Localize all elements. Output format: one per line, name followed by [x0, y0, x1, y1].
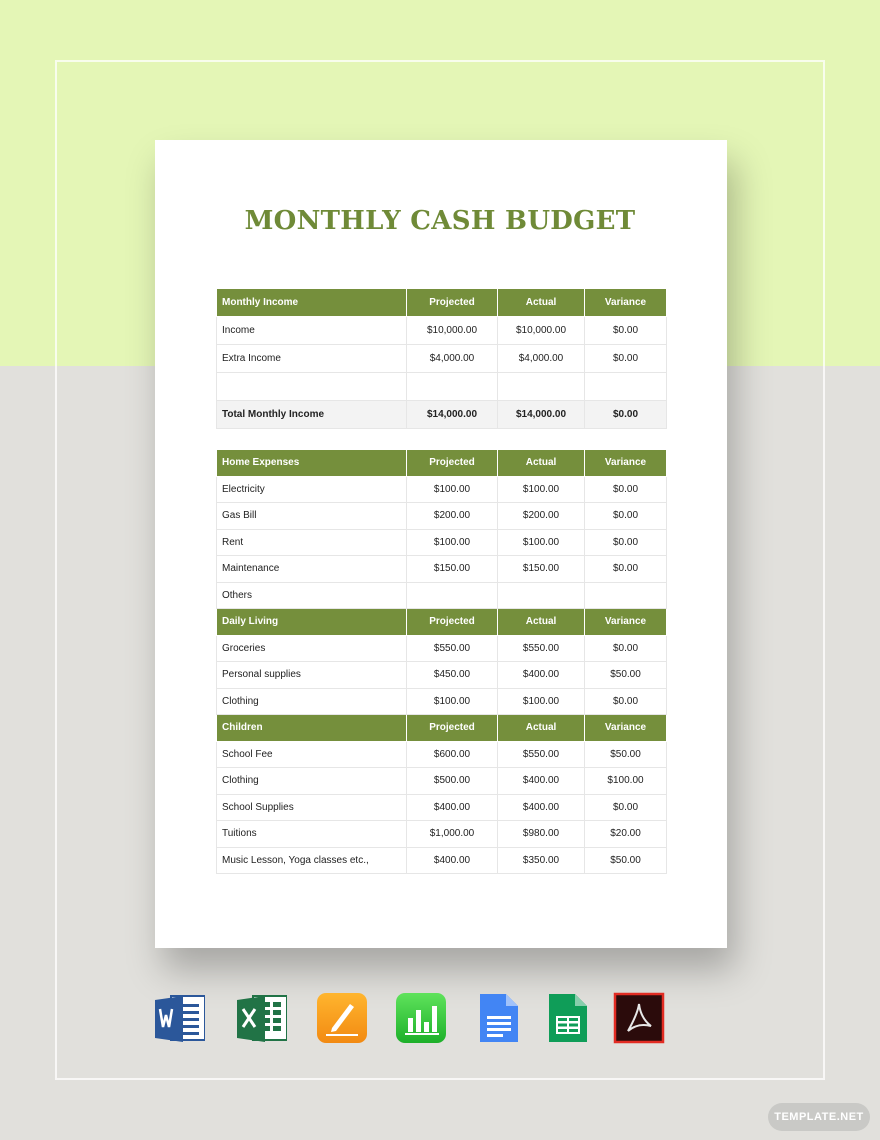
cell-actual: $400.00: [498, 662, 585, 689]
cell-label: Personal supplies: [217, 662, 407, 689]
cell-variance: $0.00: [585, 688, 667, 715]
col-header: Projected: [407, 450, 498, 477]
cell-variance: $20.00: [585, 821, 667, 848]
cell-label: Tuitions: [217, 821, 407, 848]
col-header: Projected: [407, 609, 498, 636]
cell-projected: $100.00: [407, 476, 498, 503]
table-row: [217, 373, 667, 401]
cell-actual: [498, 373, 585, 401]
total-projected: $14,000.00: [407, 401, 498, 429]
cell-variance: $0.00: [585, 476, 667, 503]
col-header: Projected: [407, 289, 498, 317]
cell-variance: $100.00: [585, 768, 667, 795]
table-row: [217, 768, 667, 795]
col-header: Monthly Income: [217, 289, 407, 317]
cell-actual: $100.00: [498, 476, 585, 503]
expenses-table: [216, 449, 667, 874]
cell-projected: $100.00: [407, 688, 498, 715]
cell-variance: $50.00: [585, 847, 667, 874]
table-row: [217, 529, 667, 556]
cell-projected: $550.00: [407, 635, 498, 662]
total-variance: $0.00: [585, 401, 667, 429]
col-header: Actual: [498, 450, 585, 477]
cell-label: Maintenance: [217, 556, 407, 583]
cell-variance: $0.00: [585, 635, 667, 662]
cell-actual: $980.00: [498, 821, 585, 848]
cell-label: School Fee: [217, 741, 407, 768]
cell-label: Clothing: [217, 768, 407, 795]
cell-label: Extra Income: [217, 345, 407, 373]
table-row: [217, 582, 667, 609]
col-header: Variance: [585, 715, 667, 742]
cell-actual: $100.00: [498, 529, 585, 556]
cell-label: Music Lesson, Yoga classes etc.,: [217, 847, 407, 874]
google-docs-icon[interactable]: [474, 992, 526, 1044]
page-title: MONTHLY CASH BUDGET: [244, 206, 636, 236]
cell-label: Others: [217, 582, 407, 609]
cell-label: School Supplies: [217, 794, 407, 821]
cell-actual: [498, 582, 585, 609]
col-header: Home Expenses: [217, 450, 407, 477]
cell-projected: $400.00: [407, 847, 498, 874]
cell-projected: $4,000.00: [407, 345, 498, 373]
cell-variance: [585, 582, 667, 609]
cell-label: Groceries: [217, 635, 407, 662]
format-icons: [153, 992, 665, 1044]
cell-projected: $400.00: [407, 794, 498, 821]
total-row: [217, 401, 667, 429]
total-label: Total Monthly Income: [217, 401, 407, 429]
table-row: [217, 688, 667, 715]
cell-actual: $550.00: [498, 741, 585, 768]
cell-actual: $4,000.00: [498, 345, 585, 373]
table-row: [217, 821, 667, 848]
cell-label: Electricity: [217, 476, 407, 503]
cell-variance: $0.00: [585, 556, 667, 583]
excel-icon[interactable]: [235, 992, 287, 1044]
table-row: [217, 345, 667, 373]
cell-projected: $200.00: [407, 503, 498, 530]
cell-projected: $10,000.00: [407, 317, 498, 345]
table-row: [217, 847, 667, 874]
cell-variance: $0.00: [585, 794, 667, 821]
col-header: Actual: [498, 715, 585, 742]
cell-variance: $50.00: [585, 662, 667, 689]
cell-variance: $0.00: [585, 317, 667, 345]
cell-actual: $100.00: [498, 688, 585, 715]
income-table: [216, 288, 667, 429]
table-row: [217, 503, 667, 530]
brand-badge[interactable]: TEMPLATE.NET: [768, 1103, 870, 1131]
col-header: Actual: [498, 289, 585, 317]
cell-projected: $1,000.00: [407, 821, 498, 848]
table-row: [217, 635, 667, 662]
cell-label: Rent: [217, 529, 407, 556]
cell-actual: $400.00: [498, 794, 585, 821]
cell-label: Clothing: [217, 688, 407, 715]
table-header-row: [217, 289, 667, 317]
cell-projected: [407, 582, 498, 609]
cell-actual: $200.00: [498, 503, 585, 530]
col-header: Projected: [407, 715, 498, 742]
cell-label: Gas Bill: [217, 503, 407, 530]
numbers-icon[interactable]: [395, 992, 447, 1044]
col-header: Daily Living: [217, 609, 407, 636]
cell-label: [217, 373, 407, 401]
cell-label: Income: [217, 317, 407, 345]
col-header: Variance: [585, 450, 667, 477]
google-sheets-icon[interactable]: [543, 992, 595, 1044]
cell-projected: $600.00: [407, 741, 498, 768]
section-header-children: [217, 715, 667, 742]
col-header: Actual: [498, 609, 585, 636]
col-header: Children: [217, 715, 407, 742]
table-row: [217, 662, 667, 689]
col-header: Variance: [585, 289, 667, 317]
cell-variance: $0.00: [585, 529, 667, 556]
cell-projected: $100.00: [407, 529, 498, 556]
cell-actual: $400.00: [498, 768, 585, 795]
table-row: [217, 556, 667, 583]
cell-actual: $550.00: [498, 635, 585, 662]
cell-actual: $10,000.00: [498, 317, 585, 345]
word-icon[interactable]: [153, 992, 205, 1044]
cell-variance: $0.00: [585, 345, 667, 373]
total-actual: $14,000.00: [498, 401, 585, 429]
cell-projected: $150.00: [407, 556, 498, 583]
cell-variance: $0.00: [585, 503, 667, 530]
cell-projected: [407, 373, 498, 401]
col-header: Variance: [585, 609, 667, 636]
section-header-daily: [217, 609, 667, 636]
cell-variance: [585, 373, 667, 401]
table-row: [217, 317, 667, 345]
table-row: [217, 476, 667, 503]
cell-projected: $500.00: [407, 768, 498, 795]
cell-actual: $350.00: [498, 847, 585, 874]
section-header-home: [217, 450, 667, 477]
cell-projected: $450.00: [407, 662, 498, 689]
pdf-icon[interactable]: [613, 992, 665, 1044]
cell-variance: $50.00: [585, 741, 667, 768]
cell-actual: $150.00: [498, 556, 585, 583]
table-row: [217, 794, 667, 821]
table-row: [217, 741, 667, 768]
pages-icon[interactable]: [316, 992, 368, 1044]
